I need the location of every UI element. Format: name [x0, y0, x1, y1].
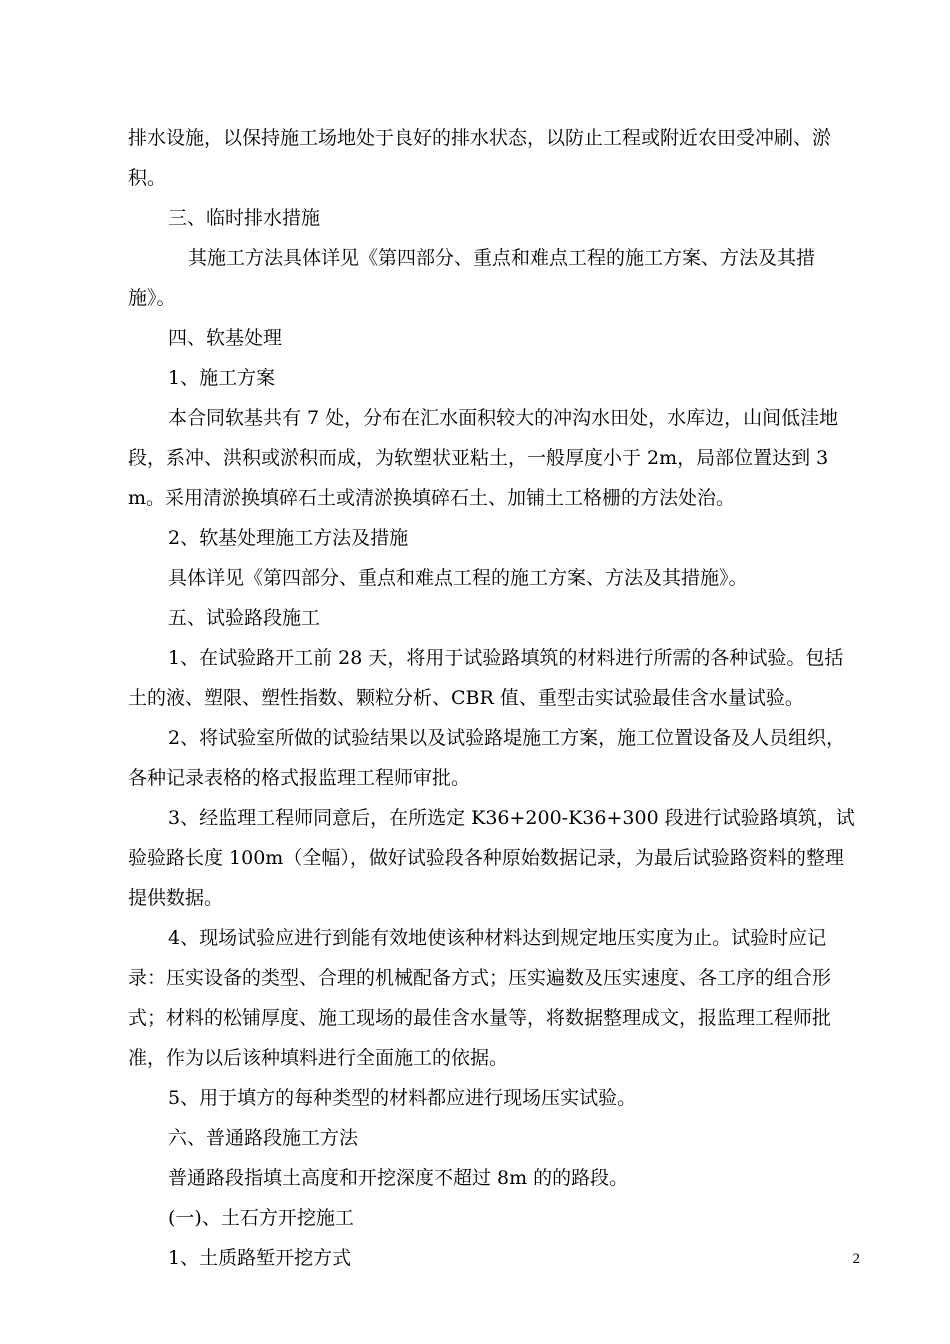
body-paragraph: 3、经监理工程师同意后，在所选定 K36+200-K36+300 段进行试验路填筑，试验验路长度 100m（全幅），做好试验段各种原始数据记录，为最后试验路资料的整理提供数据。: [128, 807, 855, 909]
body-paragraph: 其施工方法具体详见《第四部分、重点和难点工程的施工方案、方法及其措施》。: [128, 247, 816, 309]
body-paragraph: 5、用于填方的每种类型的材料都应进行现场压实试验。: [168, 1087, 637, 1109]
subsection-heading: 1、土质路堑开挖方式: [168, 1247, 352, 1269]
body-paragraph: 普通路段指填土高度和开挖深度不超过 8m 的的路段。: [168, 1167, 629, 1189]
document-body: [128, 118, 860, 1278]
section-heading: 六、普通路段施工方法: [168, 1127, 359, 1149]
body-paragraph: 1、在试验路开工前 28 天，将用于试验路填筑的材料进行所需的各种试验。包括土的液、塑限、塑性指数、颗粒分析、CBR 值、重型击实试验最佳含水量试验。: [128, 647, 844, 709]
body-paragraph: 具体详见《第四部分、重点和难点工程的施工方案、方法及其措施》。: [168, 567, 748, 589]
section-heading: 五、试验路段施工: [168, 607, 321, 629]
subsection-heading: 1、施工方案: [168, 367, 276, 389]
section-heading: 三、临时排水措施: [168, 207, 321, 229]
body-paragraph: 4、现场试验应进行到能有效地使该种材料达到规定地压实度为止。试验时应记录：压实设备的类型、合理的机械配备方式；压实遍数及压实速度、各工序的组合形式；材料的松铺厚度、施工现场的最佳含水量等，将数据整理成文，报监理工程师批准，作为以后该种填料进行全面施工的依据。: [128, 927, 832, 1069]
body-paragraph: 排水设施，以保持施工场地处于良好的排水状态，以防止工程或附近农田受冲刷、淤积。: [128, 127, 832, 189]
page-number: 2: [852, 1251, 860, 1267]
section-heading: 四、软基处理: [168, 327, 283, 349]
body-paragraph: 本合同软基共有 7 处，分布在汇水面积较大的冲沟水田处，水库边，山间低洼地段，系冲、洪积或淤积而成，为软塑状亚粘土，一般厚度小于 2m，局部位置达到 3m。采用清淤换填碎石土或清淤换填碎石土、加铺土工格栅的方法处治。: [128, 407, 839, 509]
subsection-heading: 2、软基处理施工方法及措施: [168, 527, 409, 549]
subsection-heading: (一)、土石方开挖施工: [168, 1207, 354, 1229]
body-paragraph: 2、将试验室所做的试验结果以及试验路堤施工方案，施工位置设备及人员组织，各种记录表格的格式报监理工程师审批。: [128, 727, 846, 789]
